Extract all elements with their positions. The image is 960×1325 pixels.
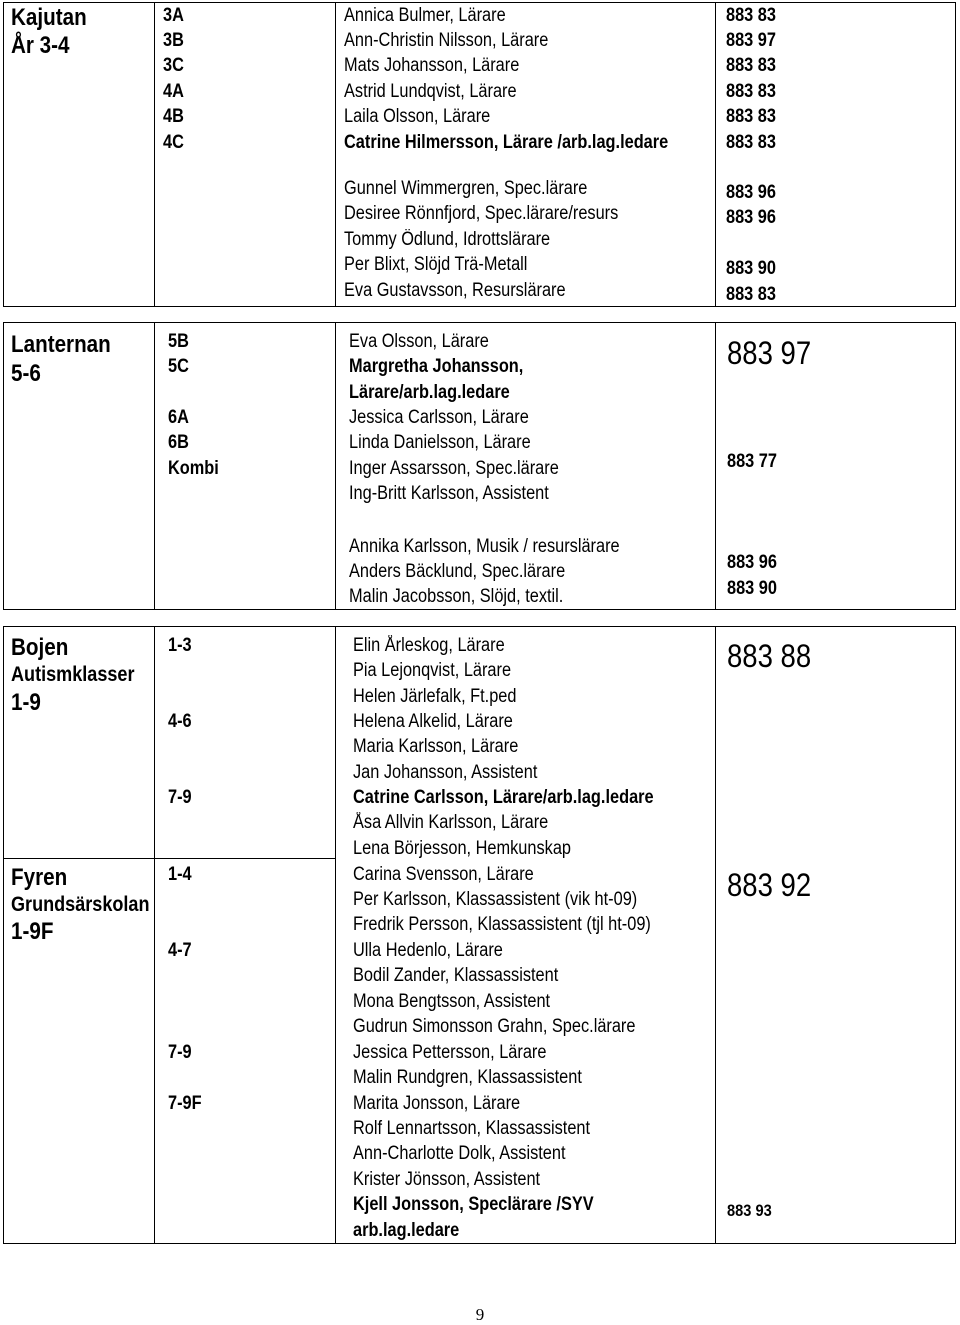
- unit-grade: 1-9F: [11, 918, 54, 945]
- phone-number: 883 96: [726, 207, 776, 228]
- class-label: 7-9F: [168, 1093, 202, 1114]
- class-label: 1-3: [168, 635, 192, 656]
- unit-name: Kajutan: [11, 4, 87, 31]
- unit-name: Fyren: [11, 864, 68, 891]
- staff-entry: Pia Lejonqvist, Lärare: [353, 660, 512, 681]
- phone-number: 883 83: [726, 284, 776, 305]
- staff-entry: Per Blixt, Slöjd Trä-Metall: [344, 254, 528, 275]
- staff-entry: Tommy Ödlund, Idrottslärare: [344, 229, 551, 250]
- staff-entry: Laila Olsson, Lärare: [344, 106, 491, 127]
- unit-grade: 1-9: [11, 689, 41, 716]
- staff-entry: Åsa Allvin Karlsson, Lärare: [353, 812, 549, 833]
- phone-number: 883 97: [727, 335, 812, 371]
- class-label: 4C: [163, 132, 184, 153]
- staff-entry: Lärare/arb.lag.ledare: [349, 382, 510, 403]
- staff-entry: Astrid Lundqvist, Lärare: [344, 81, 517, 102]
- phone-number: 883 83: [726, 81, 776, 102]
- staff-entry: Malin Rundgren, Klassassistent: [353, 1067, 582, 1088]
- staff-entry: Mona Bengtsson, Assistent: [353, 991, 551, 1012]
- class-label: 5C: [168, 356, 189, 377]
- staff-entry: Maria Karlsson, Lärare: [353, 736, 519, 757]
- staff-entry: Helen Järlefalk, Ft.ped: [353, 686, 517, 707]
- staff-entry: Linda Danielsson, Lärare: [349, 432, 531, 453]
- class-label: 6B: [168, 432, 189, 453]
- staff-entry: Fredrik Persson, Klassassistent (tjl ht-09): [353, 914, 651, 935]
- phone-number: 883 90: [726, 258, 776, 279]
- class-label: 1-4: [168, 864, 192, 885]
- unit-grade: 5-6: [11, 360, 41, 387]
- unit-grade: År 3-4: [11, 32, 70, 59]
- unit-subtitle: Autismklasser: [11, 663, 135, 686]
- phone-number: 883 83: [726, 132, 776, 153]
- staff-entry: Krister Jönsson, Assistent: [353, 1169, 541, 1190]
- staff-entry: Catrine Carlsson, Lärare/arb.lag.ledare: [353, 787, 654, 808]
- phone-number: 883 77: [727, 451, 777, 472]
- staff-entry: Ann-Charlotte Dolk, Assistent: [353, 1143, 566, 1164]
- staff-entry: Ing-Britt Karlsson, Assistent: [349, 483, 549, 504]
- class-label: 7-9: [168, 1042, 192, 1063]
- staff-entry: Jessica Carlsson, Lärare: [349, 407, 529, 428]
- class-label: 4-6: [168, 711, 192, 732]
- staff-entry: Anders Bäcklund, Spec.lärare: [349, 561, 566, 582]
- unit-name: Bojen: [11, 634, 69, 661]
- staff-entry: Kjell Jonsson, Speclärare /SYV: [353, 1194, 594, 1215]
- phone-number: 883 83: [726, 5, 776, 26]
- phone-number: 883 93: [727, 1201, 772, 1220]
- staff-entry: arb.lag.ledare: [353, 1220, 460, 1241]
- phone-number: 883 83: [726, 106, 776, 127]
- class-label: 3C: [163, 55, 184, 76]
- staff-entry: Eva Gustavsson, Resurslärare: [344, 280, 566, 301]
- unit-name: Lanternan: [11, 331, 111, 358]
- phone-number: 883 90: [727, 578, 777, 599]
- class-label: 4A: [163, 81, 184, 102]
- staff-entry: Helena Alkelid, Lärare: [353, 711, 513, 732]
- staff-entry: Malin Jacobsson, Slöjd, textil.: [349, 586, 564, 607]
- staff-entry: Per Karlsson, Klassassistent (vik ht-09): [353, 889, 638, 910]
- staff-entry: Bodil Zander, Klassassistent: [353, 965, 559, 986]
- phone-number: 883 96: [726, 182, 776, 203]
- phone-number: 883 88: [727, 638, 812, 674]
- staff-entry: Eva Olsson, Lärare: [349, 331, 489, 352]
- staff-entry: Ulla Hedenlo, Lärare: [353, 940, 503, 961]
- staff-entry: Margretha Johansson,: [349, 356, 524, 377]
- class-label: 3B: [163, 30, 184, 51]
- staff-entry: Elin Årleskog, Lärare: [353, 635, 505, 656]
- class-label: 7-9: [168, 787, 192, 808]
- class-label: 6A: [168, 407, 189, 428]
- page-number: 9: [475, 1305, 485, 1324]
- class-label: 5B: [168, 331, 189, 352]
- staff-entry: Marita Jonsson, Lärare: [353, 1093, 521, 1114]
- staff-entry: Gunnel Wimmergren, Spec.lärare: [344, 178, 588, 199]
- class-label: 4-7: [168, 940, 192, 961]
- staff-entry: Catrine Hilmersson, Lärare /arb.lag.ledare: [344, 132, 669, 153]
- unit-subtitle: Grundsärskolan: [11, 893, 150, 916]
- staff-entry: Jan Johansson, Assistent: [353, 762, 538, 783]
- staff-entry: Annika Karlsson, Musik / resurslärare: [349, 536, 620, 557]
- staff-entry: Desiree Rönnfjord, Spec.lärare/resurs: [344, 203, 619, 224]
- staff-entry: Rolf Lennartsson, Klassassistent: [353, 1118, 591, 1139]
- staff-entry: Annica Bulmer, Lärare: [344, 5, 506, 26]
- phone-number: 883 96: [727, 552, 777, 573]
- phone-number: 883 83: [726, 55, 776, 76]
- staff-entry: Ann-Christin Nilsson, Lärare: [344, 30, 549, 51]
- staff-entry: Jessica Pettersson, Lärare: [353, 1042, 547, 1063]
- class-label: 3A: [163, 5, 184, 26]
- staff-entry: Carina Svensson, Lärare: [353, 864, 534, 885]
- staff-entry: Lena Börjesson, Hemkunskap: [353, 838, 571, 859]
- class-label: 4B: [163, 106, 184, 127]
- staff-entry: Gudrun Simonsson Grahn, Spec.lärare: [353, 1016, 636, 1037]
- staff-entry: Inger Assarsson, Spec.lärare: [349, 458, 559, 479]
- phone-number: 883 92: [727, 867, 812, 903]
- phone-number: 883 97: [726, 30, 776, 51]
- class-label: Kombi: [168, 458, 219, 479]
- staff-entry: Mats Johansson, Lärare: [344, 55, 520, 76]
